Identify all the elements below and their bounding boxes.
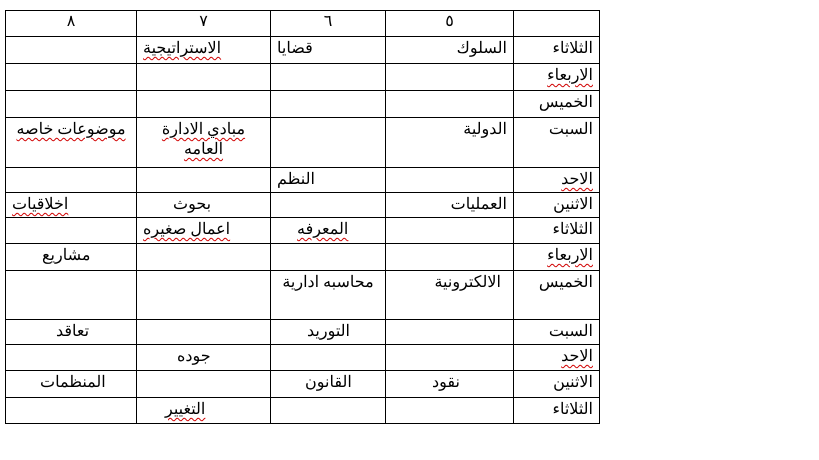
cell-col7 (137, 64, 271, 91)
cell-text: اعمال صغيره (143, 221, 231, 238)
cell-text: بحوث (173, 196, 212, 213)
cell-col6 (271, 345, 386, 371)
cell-text: المعرفه (297, 221, 349, 238)
cell-col5 (386, 244, 514, 271)
day-label: السبت (548, 121, 593, 138)
cell-col6 (271, 371, 386, 398)
table-row (6, 64, 600, 91)
day-cell (514, 271, 600, 320)
cell-col7 (137, 193, 271, 218)
cell-col7 (137, 398, 271, 424)
table-row (6, 320, 600, 345)
day-cell (514, 218, 600, 244)
table-row (6, 193, 600, 218)
cell-col8 (6, 244, 137, 271)
cell-text: جوده (177, 348, 211, 365)
table-row (6, 118, 600, 168)
cell-text: العمليات (450, 196, 507, 213)
cell-col5 (386, 371, 514, 398)
schedule-table (5, 10, 600, 424)
cell-col7 (137, 91, 271, 118)
cell-text: الاستراتيجية (143, 40, 222, 57)
cell-col7 (137, 168, 271, 193)
day-label: السبت (548, 323, 593, 340)
cell-col6 (271, 193, 386, 218)
cell-col5 (386, 345, 514, 371)
cell-text: موضوعات خاصه (16, 121, 126, 138)
day-cell (514, 398, 600, 424)
cell-col5 (386, 398, 514, 424)
cell-col5 (386, 218, 514, 244)
day-label: الاربعاء (547, 67, 593, 84)
cell-text: اخلاقيات (12, 196, 69, 213)
table-row (6, 371, 600, 398)
day-cell (514, 244, 600, 271)
day-cell (514, 371, 600, 398)
cell-col6 (271, 118, 386, 168)
header-cell-day (514, 11, 600, 37)
cell-text: مشاريع (42, 247, 91, 264)
cell-col7 (137, 271, 271, 320)
cell-col8 (6, 271, 137, 320)
cell-col5 (386, 320, 514, 345)
day-label: الثلاثاء (552, 221, 593, 238)
day-cell (514, 91, 600, 118)
table-row (6, 37, 600, 64)
cell-col8 (6, 320, 137, 345)
cell-col6 (271, 218, 386, 244)
cell-text: تعاقد (56, 323, 90, 340)
day-label: الثلاثاء (552, 401, 593, 418)
cell-col7 (137, 118, 271, 168)
day-label: الخميس (538, 94, 593, 111)
day-label: الاربعاء (547, 247, 593, 264)
cell-col6 (271, 320, 386, 345)
day-label: الاثنين (553, 196, 593, 213)
day-cell (514, 193, 600, 218)
cell-col6 (271, 64, 386, 91)
cell-text: التوريد (307, 323, 350, 340)
day-cell (514, 345, 600, 371)
cell-text: النظم (277, 171, 315, 188)
cell-text: مبادي الادارة العامه (161, 121, 246, 158)
day-cell (514, 320, 600, 345)
cell-text: قضايا (277, 40, 313, 57)
cell-col7 (137, 371, 271, 398)
cell-col7 (137, 320, 271, 345)
cell-col6 (271, 37, 386, 64)
table-row (6, 398, 600, 424)
cell-col7 (137, 218, 271, 244)
cell-col5 (386, 91, 514, 118)
cell-text: الالكترونية (434, 274, 501, 291)
table-row (6, 218, 600, 244)
header-cell-8: ٨ (6, 11, 137, 37)
cell-col6 (271, 271, 386, 320)
day-cell (514, 168, 600, 193)
cell-col8 (6, 371, 137, 398)
cell-col8 (6, 91, 137, 118)
table-row (6, 271, 600, 320)
header-cell-5: ٥ (386, 11, 514, 37)
header-cell-7: ٧ (137, 11, 271, 37)
cell-col6 (271, 398, 386, 424)
cell-text: القانون (305, 374, 352, 391)
table-row (6, 168, 600, 193)
cell-text: محاسبه ادارية (282, 274, 374, 291)
day-label: الاحد (561, 171, 593, 188)
cell-col7 (137, 37, 271, 64)
header-cell-6: ٦ (271, 11, 386, 37)
day-label: الثلاثاء (552, 40, 593, 57)
day-cell (514, 64, 600, 91)
cell-col8 (6, 218, 137, 244)
cell-text: المنظمات (40, 374, 106, 391)
cell-col5 (386, 193, 514, 218)
cell-col6 (271, 168, 386, 193)
header-row (6, 11, 600, 37)
cell-text: نقود (432, 374, 460, 391)
day-label: الاثنين (553, 374, 593, 391)
cell-text: السلوك (456, 40, 507, 57)
cell-col8 (6, 168, 137, 193)
table-row (6, 244, 600, 271)
cell-col5 (386, 118, 514, 168)
cell-col6 (271, 244, 386, 271)
table-row (6, 91, 600, 118)
day-cell (514, 118, 600, 168)
cell-text: التغيير (165, 401, 206, 418)
day-label: الخميس (538, 274, 593, 291)
cell-col8 (6, 345, 137, 371)
cell-col7 (137, 244, 271, 271)
cell-text: الدولية (463, 121, 507, 138)
cell-col8 (6, 118, 137, 168)
cell-col6 (271, 91, 386, 118)
cell-col5 (386, 271, 514, 320)
cell-col7 (137, 345, 271, 371)
cell-col8 (6, 37, 137, 64)
cell-col8 (6, 398, 137, 424)
day-cell (514, 37, 600, 64)
cell-col5 (386, 64, 514, 91)
cell-col8 (6, 193, 137, 218)
cell-col5 (386, 168, 514, 193)
day-label: الاحد (561, 348, 593, 365)
cell-col8 (6, 64, 137, 91)
cell-col5 (386, 37, 514, 64)
table-row (6, 345, 600, 371)
